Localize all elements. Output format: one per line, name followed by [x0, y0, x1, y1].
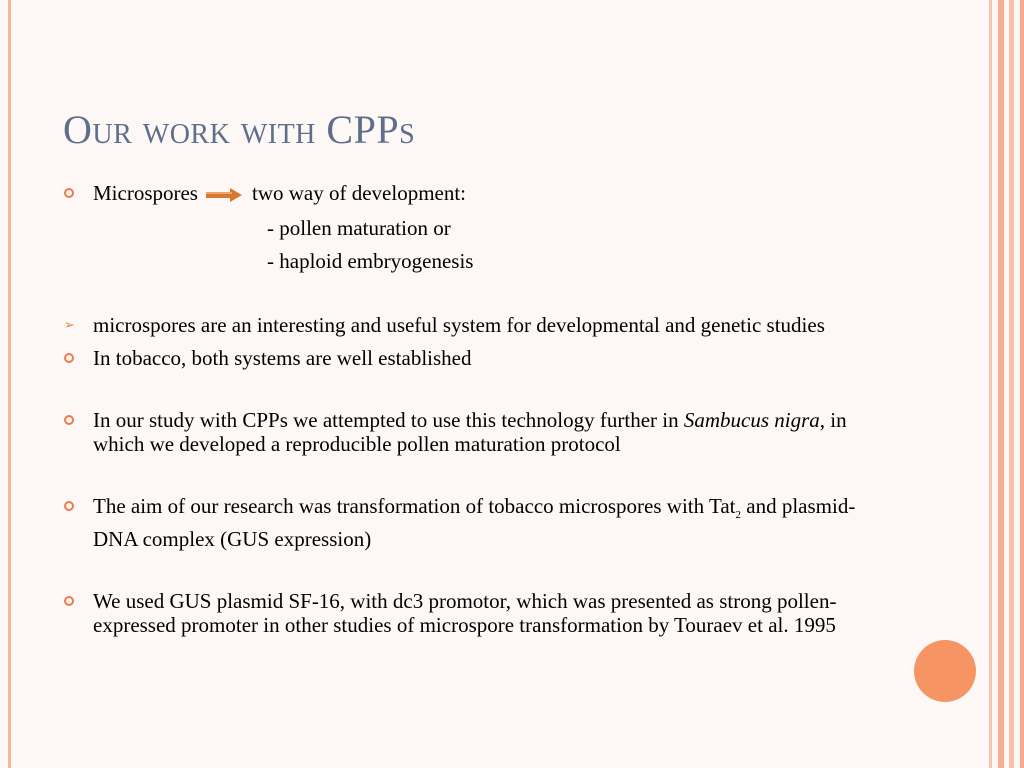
bullet-microspores: [63, 181, 883, 207]
stripe: [1009, 0, 1014, 768]
decorative-orange-circle: [914, 640, 976, 702]
bullet-tobacco: [63, 346, 883, 370]
circle-bullet-icon: [64, 501, 74, 511]
bullet-text-pre: In our study with CPPs we attempted to use this technology further in: [93, 408, 684, 433]
right-decorative-stripes: [976, 0, 1024, 768]
bullet-gus-plasmid: [63, 589, 883, 637]
bullet-microspores-system: [63, 313, 883, 337]
bullet-research-aim: [63, 494, 883, 551]
circle-bullet-icon: [64, 353, 74, 363]
right-arrow-icon: [206, 183, 242, 207]
circle-bullet-icon: [64, 415, 74, 425]
bullet-text: In tobacco, both systems are well established: [93, 346, 472, 371]
bullet-text: microspores are an interesting and useful system for developmental and genetic studies: [93, 313, 825, 338]
microspores-term: Microspores: [93, 181, 198, 205]
stripe: [989, 0, 992, 768]
circle-bullet-icon: [64, 596, 74, 606]
arrowhead-bullet-icon: ➢: [64, 318, 75, 334]
bullet-text: We used GUS plasmid SF-16, with dc3 promotor, which was presented as strong pollen-expressed promoter in other studies of microspore transformation by Touraev et al. 1995: [93, 589, 837, 638]
left-border-line: [8, 0, 11, 768]
bullet-text-post: , in which we developed a reproducible pollen maturation protocol: [93, 408, 847, 457]
bullet-cpp-study: [63, 408, 883, 456]
bullet-text-post: and plasmid-DNA complex (GUS expression): [93, 494, 856, 552]
subitem-pollen-maturation: - pollen maturation or: [267, 216, 451, 241]
slide-content: [63, 181, 883, 637]
circle-bullet-icon: [64, 188, 74, 198]
subitem-haploid-embryogenesis: - haploid embryogenesis: [267, 249, 474, 274]
species-name: Sambucus nigra: [683, 408, 820, 433]
stripe: [1020, 0, 1024, 768]
development-text: two way of development:: [251, 181, 467, 205]
slide-title: Our work with CPPs: [63, 107, 416, 152]
bullet-text-pre: The aim of our research was transformation of tobacco microspores with Tat: [93, 494, 736, 519]
subscript: 2: [735, 509, 742, 522]
stripe: [998, 0, 1004, 768]
